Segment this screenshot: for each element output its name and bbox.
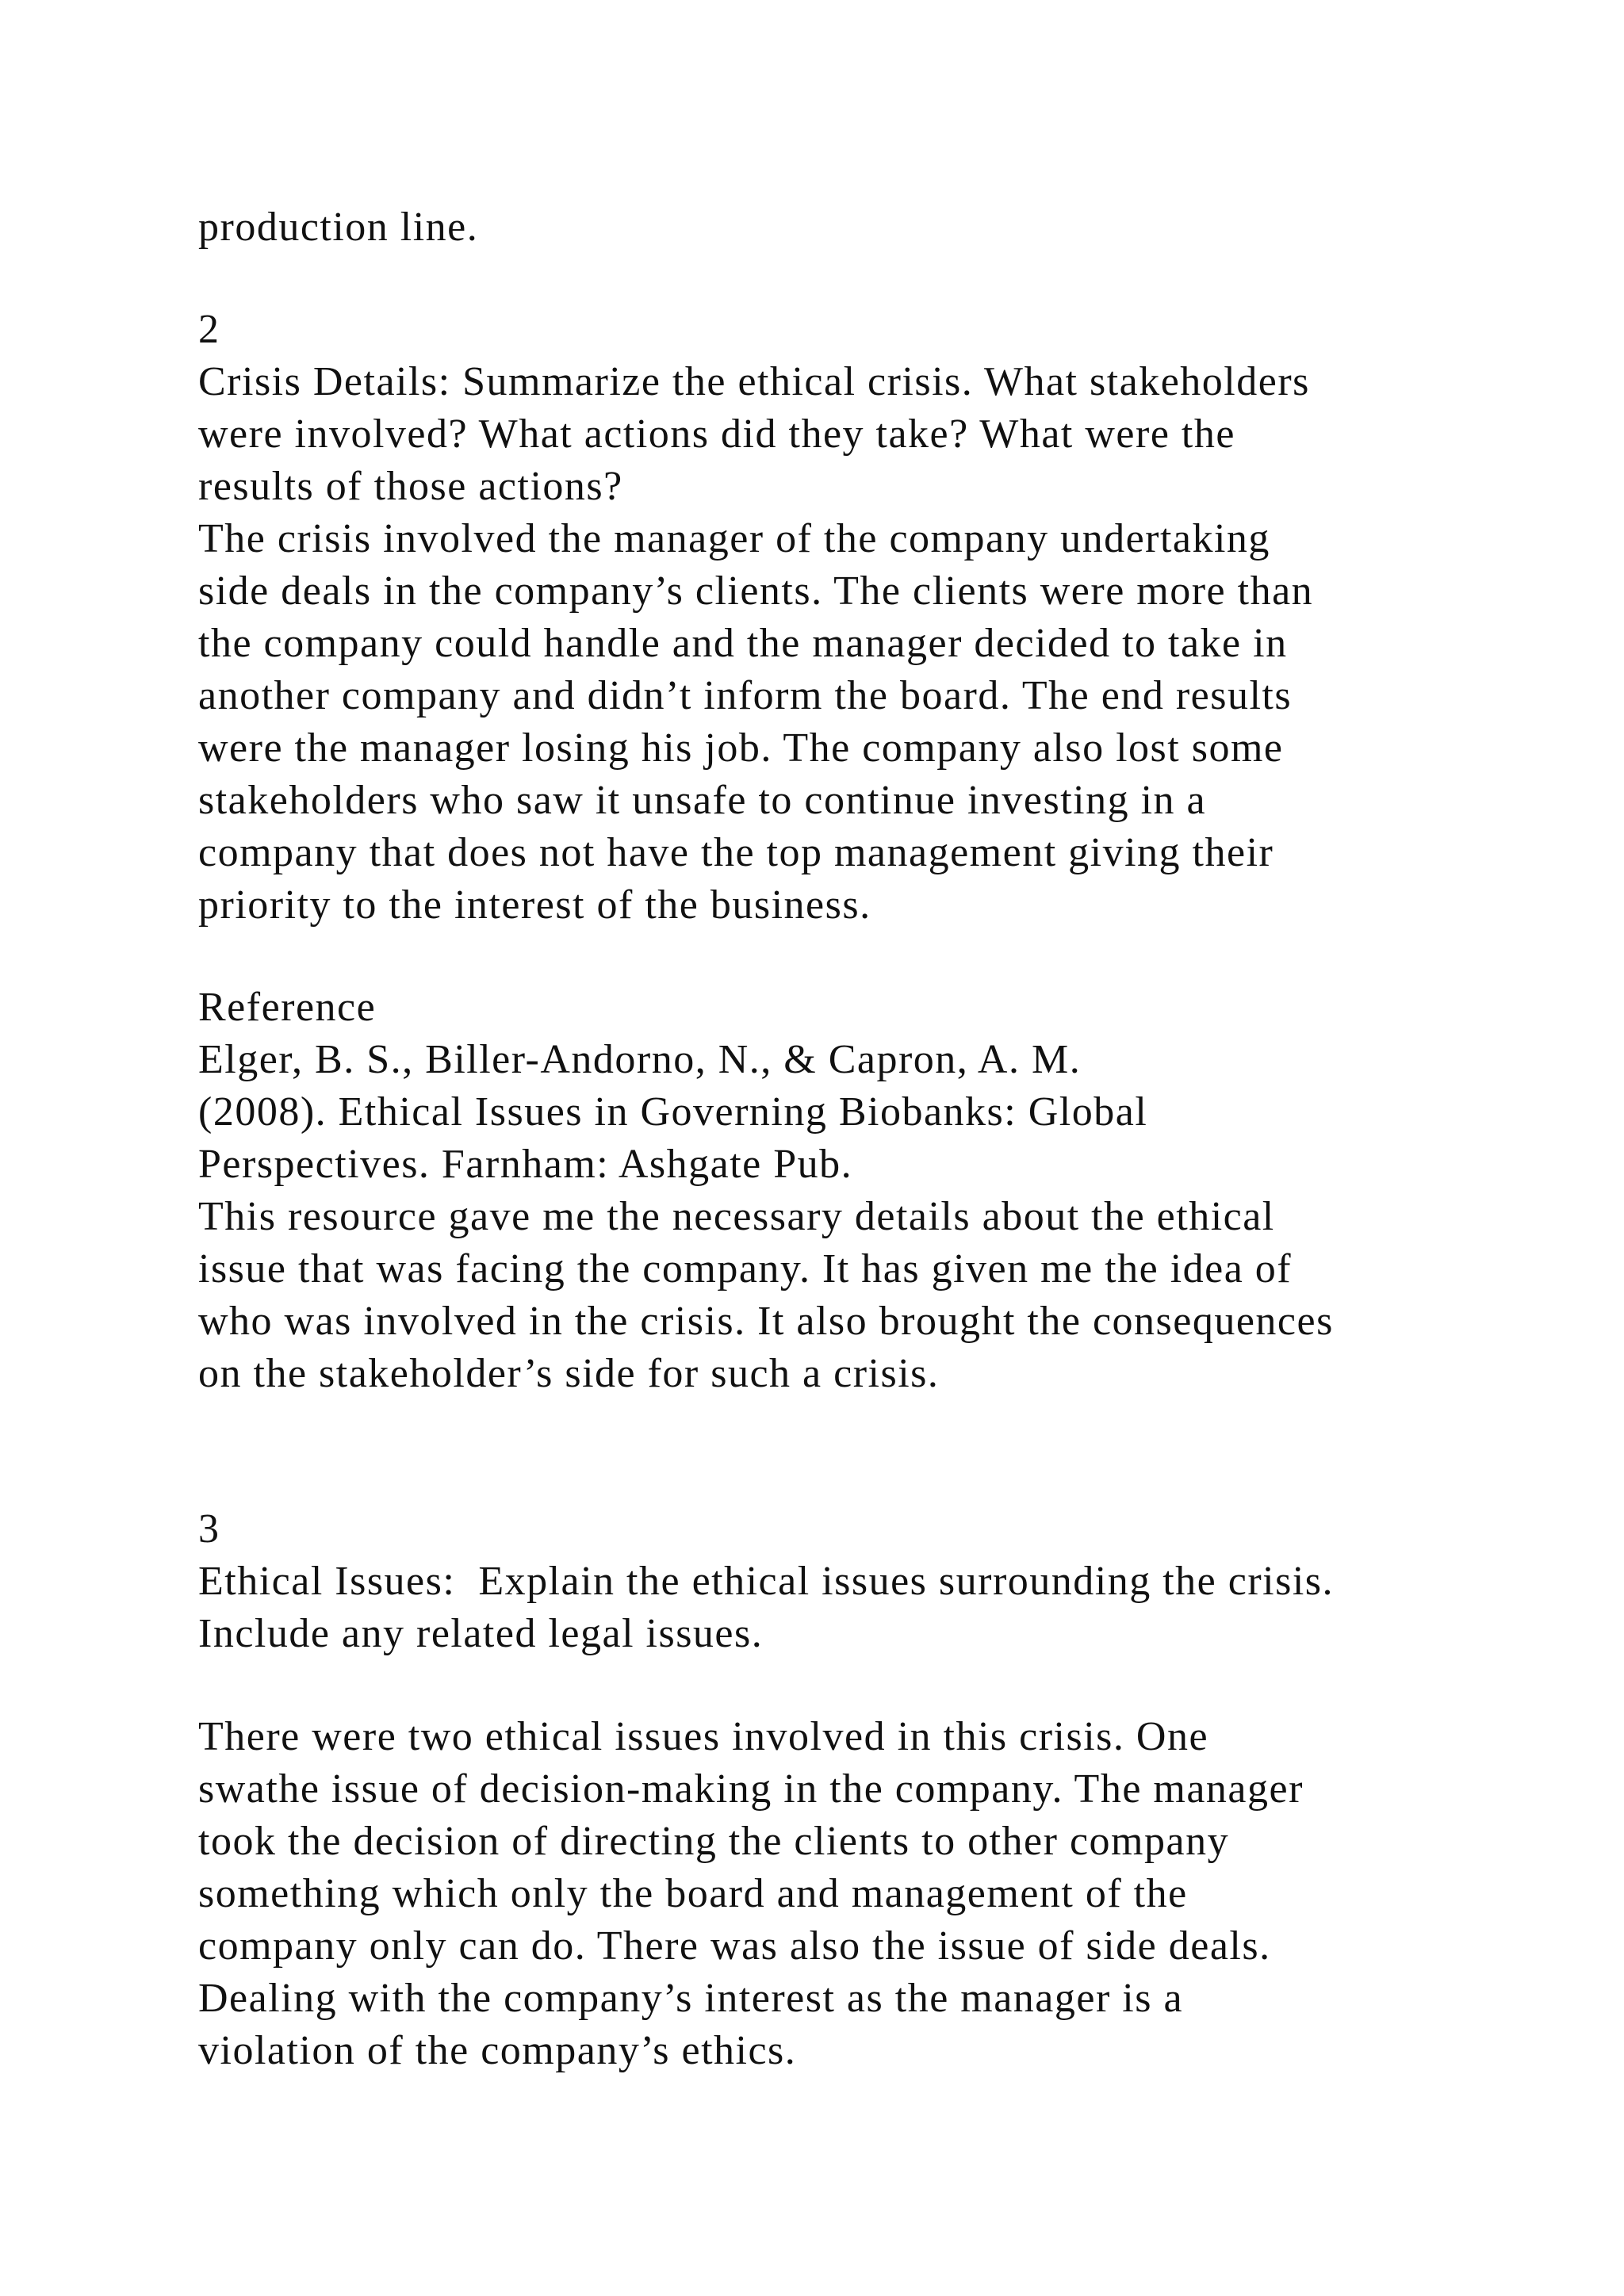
text-line: issue that was facing the company. It has given me the idea of — [198, 1246, 1293, 1292]
paragraph-gap — [198, 254, 1546, 304]
text-line: on the stakeholder’s side for such a crisis. — [198, 1351, 940, 1396]
text-line: who was involved in the crisis. It also brought the consequences — [198, 1299, 1334, 1344]
text-line: the company could handle and the manager decided to take in — [198, 621, 1288, 666]
reference-heading: Reference — [198, 985, 377, 1030]
section-3-answer — [198, 1711, 1546, 2077]
text-line: results of those actions? — [198, 464, 623, 509]
text-line: took the decision of directing the clients to other company — [198, 1819, 1230, 1864]
text-line: Elger, B. S., Biller-Andorno, N., & Capron, A. M. — [198, 1037, 1082, 1082]
text-line: something which only the board and management of the — [198, 1871, 1188, 1916]
text-line: were involved? What actions did they take? What were the — [198, 411, 1235, 457]
paragraph-gap — [198, 1400, 1546, 1503]
text-line: The crisis involved the manager of the company undertaking — [198, 516, 1270, 561]
reference-citation — [198, 1034, 1546, 1191]
text-line: priority to the interest of the business. — [198, 882, 871, 928]
section-2 — [198, 304, 1546, 932]
section-number: 2 — [198, 307, 220, 352]
text-line: Crisis Details: Summarize the ethical crisis. What stakeholders — [198, 359, 1310, 404]
reference-note — [198, 1191, 1546, 1400]
text-line: side deals in the company’s clients. The clients were more than — [198, 568, 1314, 614]
text-line: company only can do. There was also the issue of side deals. — [198, 1923, 1271, 1969]
text-line: were the manager losing his job. The company also lost some — [198, 725, 1284, 771]
section-2-answer — [198, 513, 1546, 932]
text-line: company that does not have the top management giving their — [198, 830, 1274, 875]
text-line: Dealing with the company’s interest as the manager is a — [198, 1976, 1184, 2021]
document-body — [198, 201, 1546, 2077]
section-2-question — [198, 356, 1546, 513]
text-line: violation of the company’s ethics. — [198, 2028, 797, 2073]
text-line: There were two ethical issues involved in this crisis. One — [198, 1714, 1209, 1759]
section-3 — [198, 1503, 1546, 2077]
paragraph-gap — [198, 1660, 1546, 1711]
text-line: Include any related legal issues. — [198, 1611, 764, 1656]
text-line: another company and didn’t inform the board. The end results — [198, 673, 1293, 718]
text-line: This resource gave me the necessary details about the ethical — [198, 1194, 1275, 1239]
reference-section — [198, 982, 1546, 1400]
text-line: (2008). Ethical Issues in Governing Biobanks: Global — [198, 1089, 1148, 1135]
paragraph-gap — [198, 932, 1546, 982]
intro-paragraph — [198, 201, 1546, 254]
text-line: Ethical Issues: Explain the ethical issues surrounding the crisis. — [198, 1559, 1335, 1604]
text-line: Perspectives. Farnham: Ashgate Pub. — [198, 1142, 853, 1187]
text-line: production line. — [198, 205, 479, 250]
section-number: 3 — [198, 1506, 220, 1552]
text-line: stakeholders who saw it unsafe to continue investing in a — [198, 778, 1207, 823]
section-3-question — [198, 1556, 1546, 1660]
text-line: swathe issue of decision-making in the company. The manager — [198, 1766, 1304, 1812]
